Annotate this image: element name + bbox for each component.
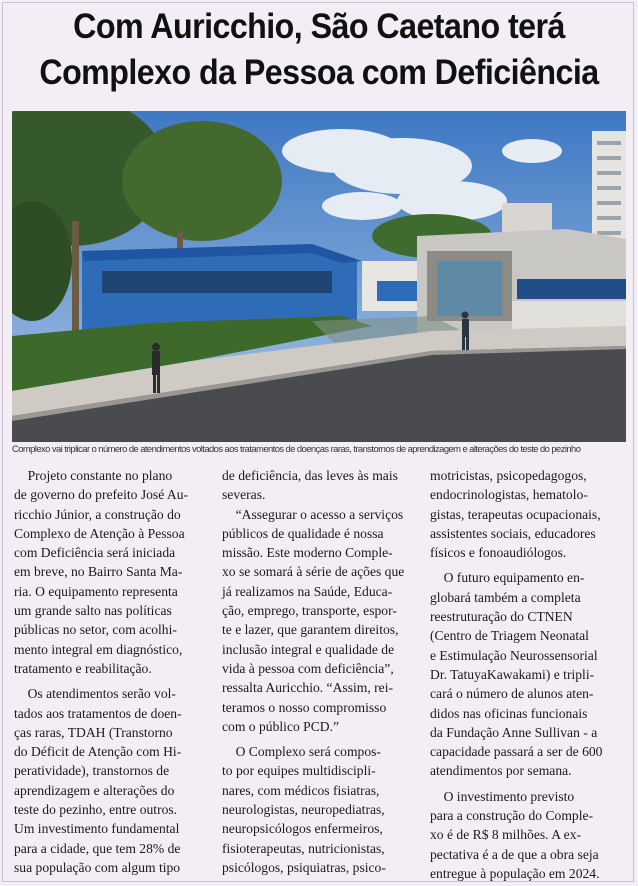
- text-line: de deficiência, das leves às mais: [222, 468, 398, 483]
- text-line: ria. O equipamento representa: [14, 583, 178, 599]
- text-line: para a construção do Comple-: [430, 808, 594, 824]
- text-line: gistas, terapeutas ocupacionais,: [430, 506, 601, 522]
- text-line: nares, com médicos fisiatras,: [222, 782, 380, 798]
- headline-line-1: Com Auricchio, São Caetano terá: [73, 7, 565, 46]
- text-line: com o público PCD.”: [222, 718, 340, 734]
- text-line: fisioterapeutas, nutricionistas,: [222, 840, 385, 856]
- text-line: para a cidade, que tem 28% de: [14, 840, 181, 856]
- text-line: ção, emprego, transporte, espor-: [222, 603, 397, 619]
- text-line: teramos o nosso compromisso: [222, 699, 387, 715]
- text-line: em breve, no Bairro Santa Ma-: [14, 564, 183, 580]
- text-line: públicas no setor, com acolhi-: [14, 622, 177, 638]
- text-line: didos nas oficinas funcionais: [430, 705, 588, 721]
- text-line: endocrinologistas, hematolo-: [430, 487, 588, 503]
- text-line: peratividade), transtornos de: [14, 763, 170, 779]
- text-line: de governo do prefeito José Au-: [14, 487, 189, 503]
- text-line: reestruturação do CTNEN: [430, 609, 573, 625]
- article-photo: [12, 111, 626, 442]
- text-line: da Fundação Anne Sullivan - a: [430, 724, 598, 740]
- text-line: motricistas, psicopedagogos,: [430, 468, 587, 483]
- text-line: te e lazer, que garantem direitos,: [222, 622, 399, 638]
- text-line: entregue à população em 2024.: [430, 865, 600, 881]
- headline-line-2: Complexo da Pessoa com Deficiência: [39, 53, 599, 92]
- text-line: já realizamos na Saúde, Educa-: [222, 583, 393, 599]
- text-line: assistentes sociais, educadores: [430, 525, 596, 541]
- text-line: tados aos tratamentos de doen-: [14, 705, 182, 721]
- text-line: “Assegurar o acesso a serviços: [222, 506, 404, 522]
- text-line: Dr. TatuyaKawakami) e tripli-: [430, 666, 595, 682]
- text-line: cará o número de alunos aten-: [430, 686, 594, 702]
- photo-caption: Complexo vai triplicar o número de atendimentos voltados aos tratamentos de doenças raras, transtornos de aprendizagem e alterações do teste do pezinho: [12, 443, 581, 454]
- text-line: vida à pessoa com deficiência”,: [222, 660, 394, 676]
- text-line: sua população com algum tipo: [14, 859, 181, 875]
- text-line: físicos e fonoaudiólogos.: [430, 545, 567, 561]
- headline: [26, 4, 613, 96]
- text-line: psicólogos, psiquiatras, psico-: [222, 859, 386, 875]
- text-line: aprendizagem e alterações do: [14, 782, 175, 798]
- text-line: severas.: [222, 487, 266, 503]
- text-line: do Déficit de Atenção com Hi-: [14, 744, 182, 760]
- text-line: xo é de R$ 8 milhões. A ex-: [430, 827, 582, 843]
- text-line: teste do pezinho, entre outros.: [14, 802, 178, 818]
- article-column-2: [222, 466, 422, 877]
- text-line: um grande salto nas políticas: [14, 603, 172, 619]
- text-line: inclusão integral e qualidade de: [222, 641, 395, 657]
- text-line: atendimentos por semana.: [430, 763, 572, 779]
- text-line: Um investimento fundamental: [14, 821, 180, 837]
- text-line: Os atendimentos serão vol-: [14, 686, 176, 702]
- text-line: e Estimulação Neurossensorial: [430, 647, 598, 663]
- article-column-1: [14, 466, 212, 877]
- text-line: O futuro equipamento en-: [430, 570, 585, 586]
- text-line: ricchio Júnior, a construção do: [14, 506, 181, 522]
- text-line: O Complexo será compos-: [222, 744, 381, 760]
- text-line: to por equipes multidiscipli-: [222, 763, 376, 779]
- text-line: globará também a completa: [430, 589, 581, 605]
- text-line: pectativa é a de que a obra seja: [430, 846, 599, 862]
- text-line: capacidade passará a ser de 600: [430, 744, 603, 760]
- text-line: missão. Este moderno Comple-: [222, 545, 393, 561]
- text-line: O investimento previsto: [430, 788, 575, 804]
- text-line: tratamento e reabilitação.: [14, 660, 152, 676]
- text-line: mento integral em diagnóstico,: [14, 641, 183, 657]
- text-line: públicos de qualidade é nossa: [222, 525, 384, 541]
- text-line: neurologistas, neuropediatras,: [222, 802, 385, 818]
- text-line: ças raras, TDAH (Transtorno: [14, 724, 173, 740]
- text-line: neuropsicólogos enfermeiros,: [222, 821, 383, 837]
- text-line: ressalta Auricchio. “Assim, rei-: [222, 680, 394, 696]
- text-line: Projeto constante no plano: [14, 468, 173, 483]
- article-column-3: [430, 466, 628, 883]
- text-line: Complexo de Atenção à Pessoa: [14, 525, 185, 541]
- text-line: com Deficiência será iniciada: [14, 545, 176, 561]
- text-line: xo se somará à série de ações que: [222, 564, 405, 580]
- text-line: (Centro de Triagem Neonatal: [430, 628, 589, 644]
